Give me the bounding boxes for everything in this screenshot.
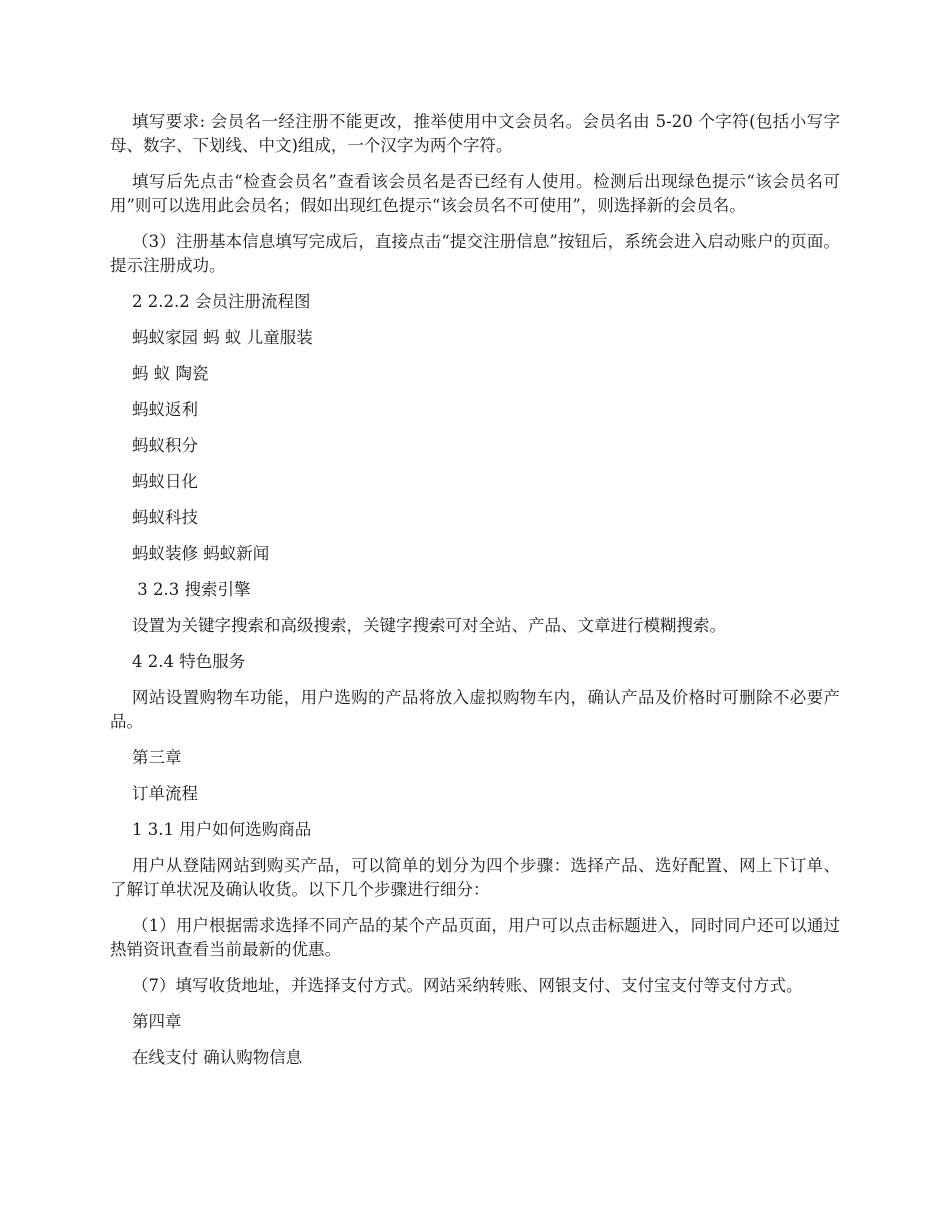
flowchart-line-5: 蚂蚁日化 xyxy=(132,472,198,491)
flowchart-line-2: 蚂 蚁 陶瓷 xyxy=(132,364,209,383)
heading-registration-flowchart: 2 2.2.2 会员注册流程图 xyxy=(132,292,311,311)
flowchart-line-7: 蚂蚁装修 蚂蚁新闻 xyxy=(132,544,270,563)
paragraph-search-description: 设置为关键字搜索和高级搜索，关键字搜索可对全站、产品、文章进行模糊搜索。 xyxy=(132,616,726,635)
heading-chapter-four: 第四章 xyxy=(132,1012,182,1031)
paragraph-step-one: （1）用户根据需求选择不同产品的某个产品页面，用户可以点击标题进入，同时同户还可以通过热销资讯查看当前最新的优惠。 xyxy=(110,916,840,959)
heading-special-services: 4 2.4 特色服务 xyxy=(132,652,246,671)
paragraph-submit-registration: （3）注册基本信息填写完成后，直接点击“提交注册信息”按钮后，系统会进入启动账户的页面。提示注册成功。 xyxy=(110,232,840,275)
flowchart-line-6: 蚂蚁科技 xyxy=(132,508,198,527)
heading-order-process: 订单流程 xyxy=(132,784,198,803)
heading-chapter-three: 第三章 xyxy=(132,748,182,767)
heading-online-payment: 在线支付 确认购物信息 xyxy=(132,1048,303,1067)
flowchart-line-4: 蚂蚁积分 xyxy=(132,436,198,455)
flowchart-line-3: 蚂蚁返利 xyxy=(132,400,198,419)
heading-how-to-buy: 1 3.1 用户如何选购商品 xyxy=(132,820,312,839)
paragraph-four-steps: 用户从登陆网站到购买产品，可以简单的划分为四个步骤：选择产品、选好配置、网上下订单、了解订单状况及确认收货。以下几个步骤进行细分： xyxy=(110,856,840,899)
paragraph-check-member-name: 填写后先点击“检查会员名”查看该会员名是否已经有人使用。检测后出现绿色提示“该会员名可用”则可以选用此会员名；假如出现红色提示“该会员名不可使用”，则选择新的会员名。 xyxy=(110,172,840,215)
paragraph-step-seven: （7）填写收货地址，并选择支付方式。网站采纳转账、网银支付、支付宝支付等支付方式。 xyxy=(132,976,803,995)
paragraph-member-name-rules: 填写要求: 会员名一经注册不能更改，推举使用中文会员名。会员名由 5-20 个字符(包括小写字母、数字、下划线、中文)组成，一个汉字为两个字符。 xyxy=(110,112,840,155)
flowchart-line-1: 蚂蚁家园 蚂 蚁 儿童服装 xyxy=(132,328,313,347)
paragraph-shopping-cart: 网站设置购物车功能，用户选购的产品将放入虚拟购物车内，确认产品及价格时可删除不必要产品。 xyxy=(110,688,840,731)
heading-search-engine: 3 2.3 搜索引擎 xyxy=(132,580,251,599)
